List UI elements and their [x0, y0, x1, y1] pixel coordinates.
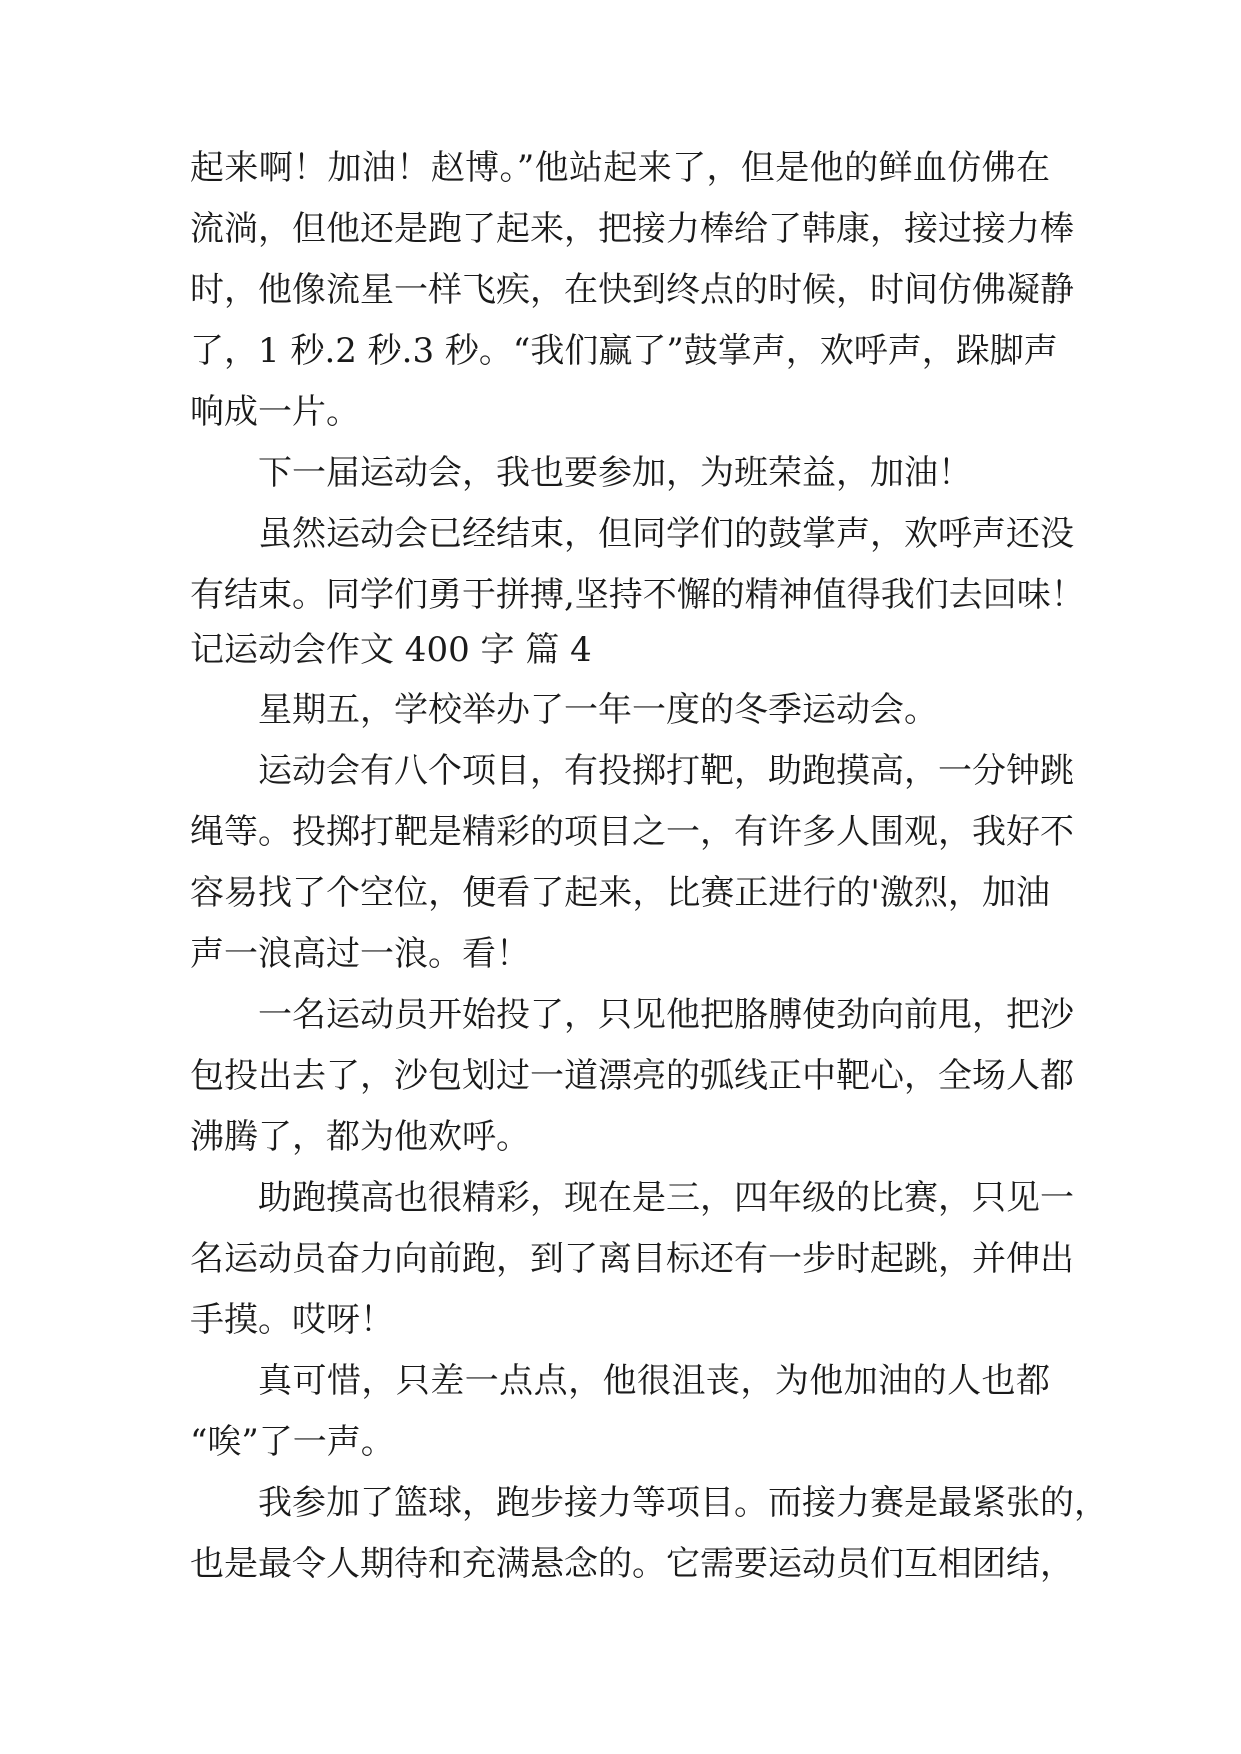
paragraph-start-line: 我参加了篮球，跑步接力等项目。而接力赛是最紧张的，: [258, 1483, 1108, 1523]
paragraph-start-line: 真可惜，只差一点点，他很沮丧，为他加油的人也都: [258, 1361, 1050, 1401]
text-line: 声一浪高过一浪。看！: [190, 934, 530, 974]
paragraph-start-line: 下一届运动会，我也要参加，为班荣益，加油！: [258, 453, 972, 493]
section-heading: 记运动会作文 400 字 篇 4: [190, 630, 592, 670]
text-line: 响成一片。: [190, 392, 360, 432]
text-line: 了，1 秒.2 秒.3 秒。“我们赢了”鼓掌声，欢呼声，跺脚声: [190, 331, 1058, 371]
paragraph-start-line: 虽然运动会已经结束，但同学们的鼓掌声，欢呼声还没: [258, 514, 1074, 554]
text-line: 手摸。哎呀！: [190, 1300, 394, 1340]
text-line: 容易找了个空位，便看了起来，比赛正进行的'激烈，加油: [190, 873, 1050, 913]
text-line: 绳等。投掷打靶是精彩的项目之一，有许多人围观，我好不: [190, 812, 1074, 852]
text-line: 也是最令人期待和充满悬念的。它需要运动员们互相团结，: [190, 1544, 1074, 1584]
paragraph-start-line: 助跑摸高也很精彩，现在是三，四年级的比赛，只见一: [258, 1178, 1074, 1218]
text-line: 沸腾了，都为他欢呼。: [190, 1117, 530, 1157]
paragraph-start-line: 星期五，学校举办了一年一度的冬季运动会。: [258, 690, 938, 730]
text-line: 包投出去了，沙包划过一道漂亮的弧线正中靶心，全场人都: [190, 1056, 1074, 1096]
paragraph-start-line: 运动会有八个项目，有投掷打靶，助跑摸高，一分钟跳: [258, 751, 1074, 791]
text-line: 起来啊！加油！赵博。”他站起来了，但是他的鲜血仿佛在: [190, 148, 1050, 188]
text-line: 时，他像流星一样飞疾，在快到终点的时候，时间仿佛凝静: [190, 270, 1074, 310]
paragraph-start-line: 一名运动员开始投了，只见他把胳膊使劲向前甩，把沙: [258, 995, 1074, 1035]
text-line: 流淌，但他还是跑了起来，把接力棒给了韩康，接过接力棒: [190, 209, 1074, 249]
text-line: 有结束。同学们勇于拼搏,坚持不懈的精神值得我们去回味！: [190, 575, 1085, 615]
text-line: “唉”了一声。: [190, 1422, 395, 1462]
text-line: 名运动员奋力向前跑，到了离目标还有一步时起跳，并伸出: [190, 1239, 1074, 1279]
